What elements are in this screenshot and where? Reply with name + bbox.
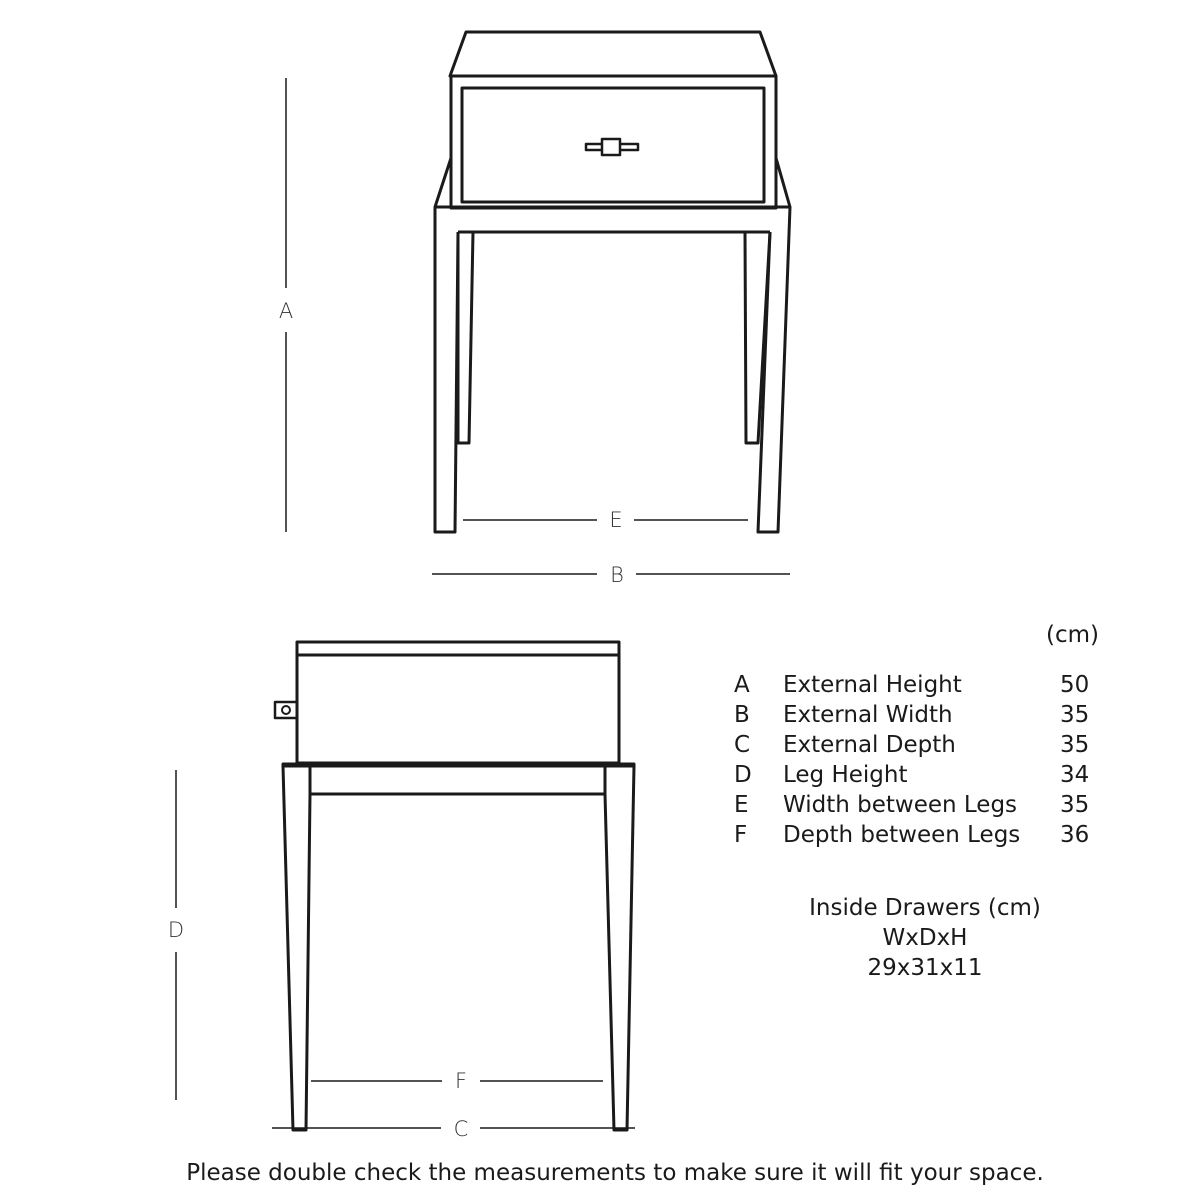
measurement-value: 36	[1060, 822, 1090, 848]
measurement-row	[734, 700, 1094, 730]
inside-drawers-value: 29x31x11	[867, 955, 983, 981]
unit-header: (cm)	[1046, 622, 1099, 648]
front-view-base	[435, 158, 790, 532]
measurement-label: External Height	[783, 672, 962, 698]
measurement-label: External Depth	[783, 732, 956, 758]
dimension-label-b: B	[610, 563, 624, 587]
measurement-key: C	[734, 732, 751, 758]
dimension-label-f: F	[454, 1069, 468, 1093]
inside-drawers-title: Inside Drawers (cm)	[809, 895, 1041, 921]
measurement-key: A	[734, 672, 750, 698]
side-view-cabinet	[275, 642, 619, 763]
measurement-row	[734, 790, 1094, 820]
measurement-key: D	[734, 762, 752, 788]
measurement-value: 35	[1060, 732, 1090, 758]
dimension-label-a: A	[278, 299, 294, 323]
measurement-value: 50	[1060, 672, 1090, 698]
dimension-label-e: E	[609, 508, 623, 532]
measurement-key: E	[734, 792, 749, 818]
inside-drawers-block	[790, 893, 1060, 983]
dimension-label-c: C	[453, 1117, 469, 1141]
measurement-row	[734, 820, 1094, 850]
drawer-handle-icon	[586, 139, 638, 155]
measurements-table	[734, 670, 1094, 850]
measurement-value: 34	[1060, 762, 1090, 788]
dimension-label-d: D	[167, 918, 185, 942]
measurement-row	[734, 730, 1094, 760]
footer-note: Please double check the measurements to make sure it will fit your space.	[186, 1160, 1044, 1186]
measurement-key: F	[734, 822, 748, 848]
measurement-key: B	[734, 702, 750, 728]
measurement-row	[734, 670, 1094, 700]
inside-drawers-format: WxDxH	[882, 925, 968, 951]
measurement-label: Width between Legs	[783, 792, 1018, 818]
measurement-label: External Width	[783, 702, 953, 728]
measurement-value: 35	[1060, 702, 1090, 728]
measurement-label: Depth between Legs	[783, 822, 1021, 848]
measurement-label: Leg Height	[783, 762, 908, 788]
measurement-value: 35	[1060, 792, 1090, 818]
measurement-row	[734, 760, 1094, 790]
front-view-cabinet	[450, 32, 776, 208]
